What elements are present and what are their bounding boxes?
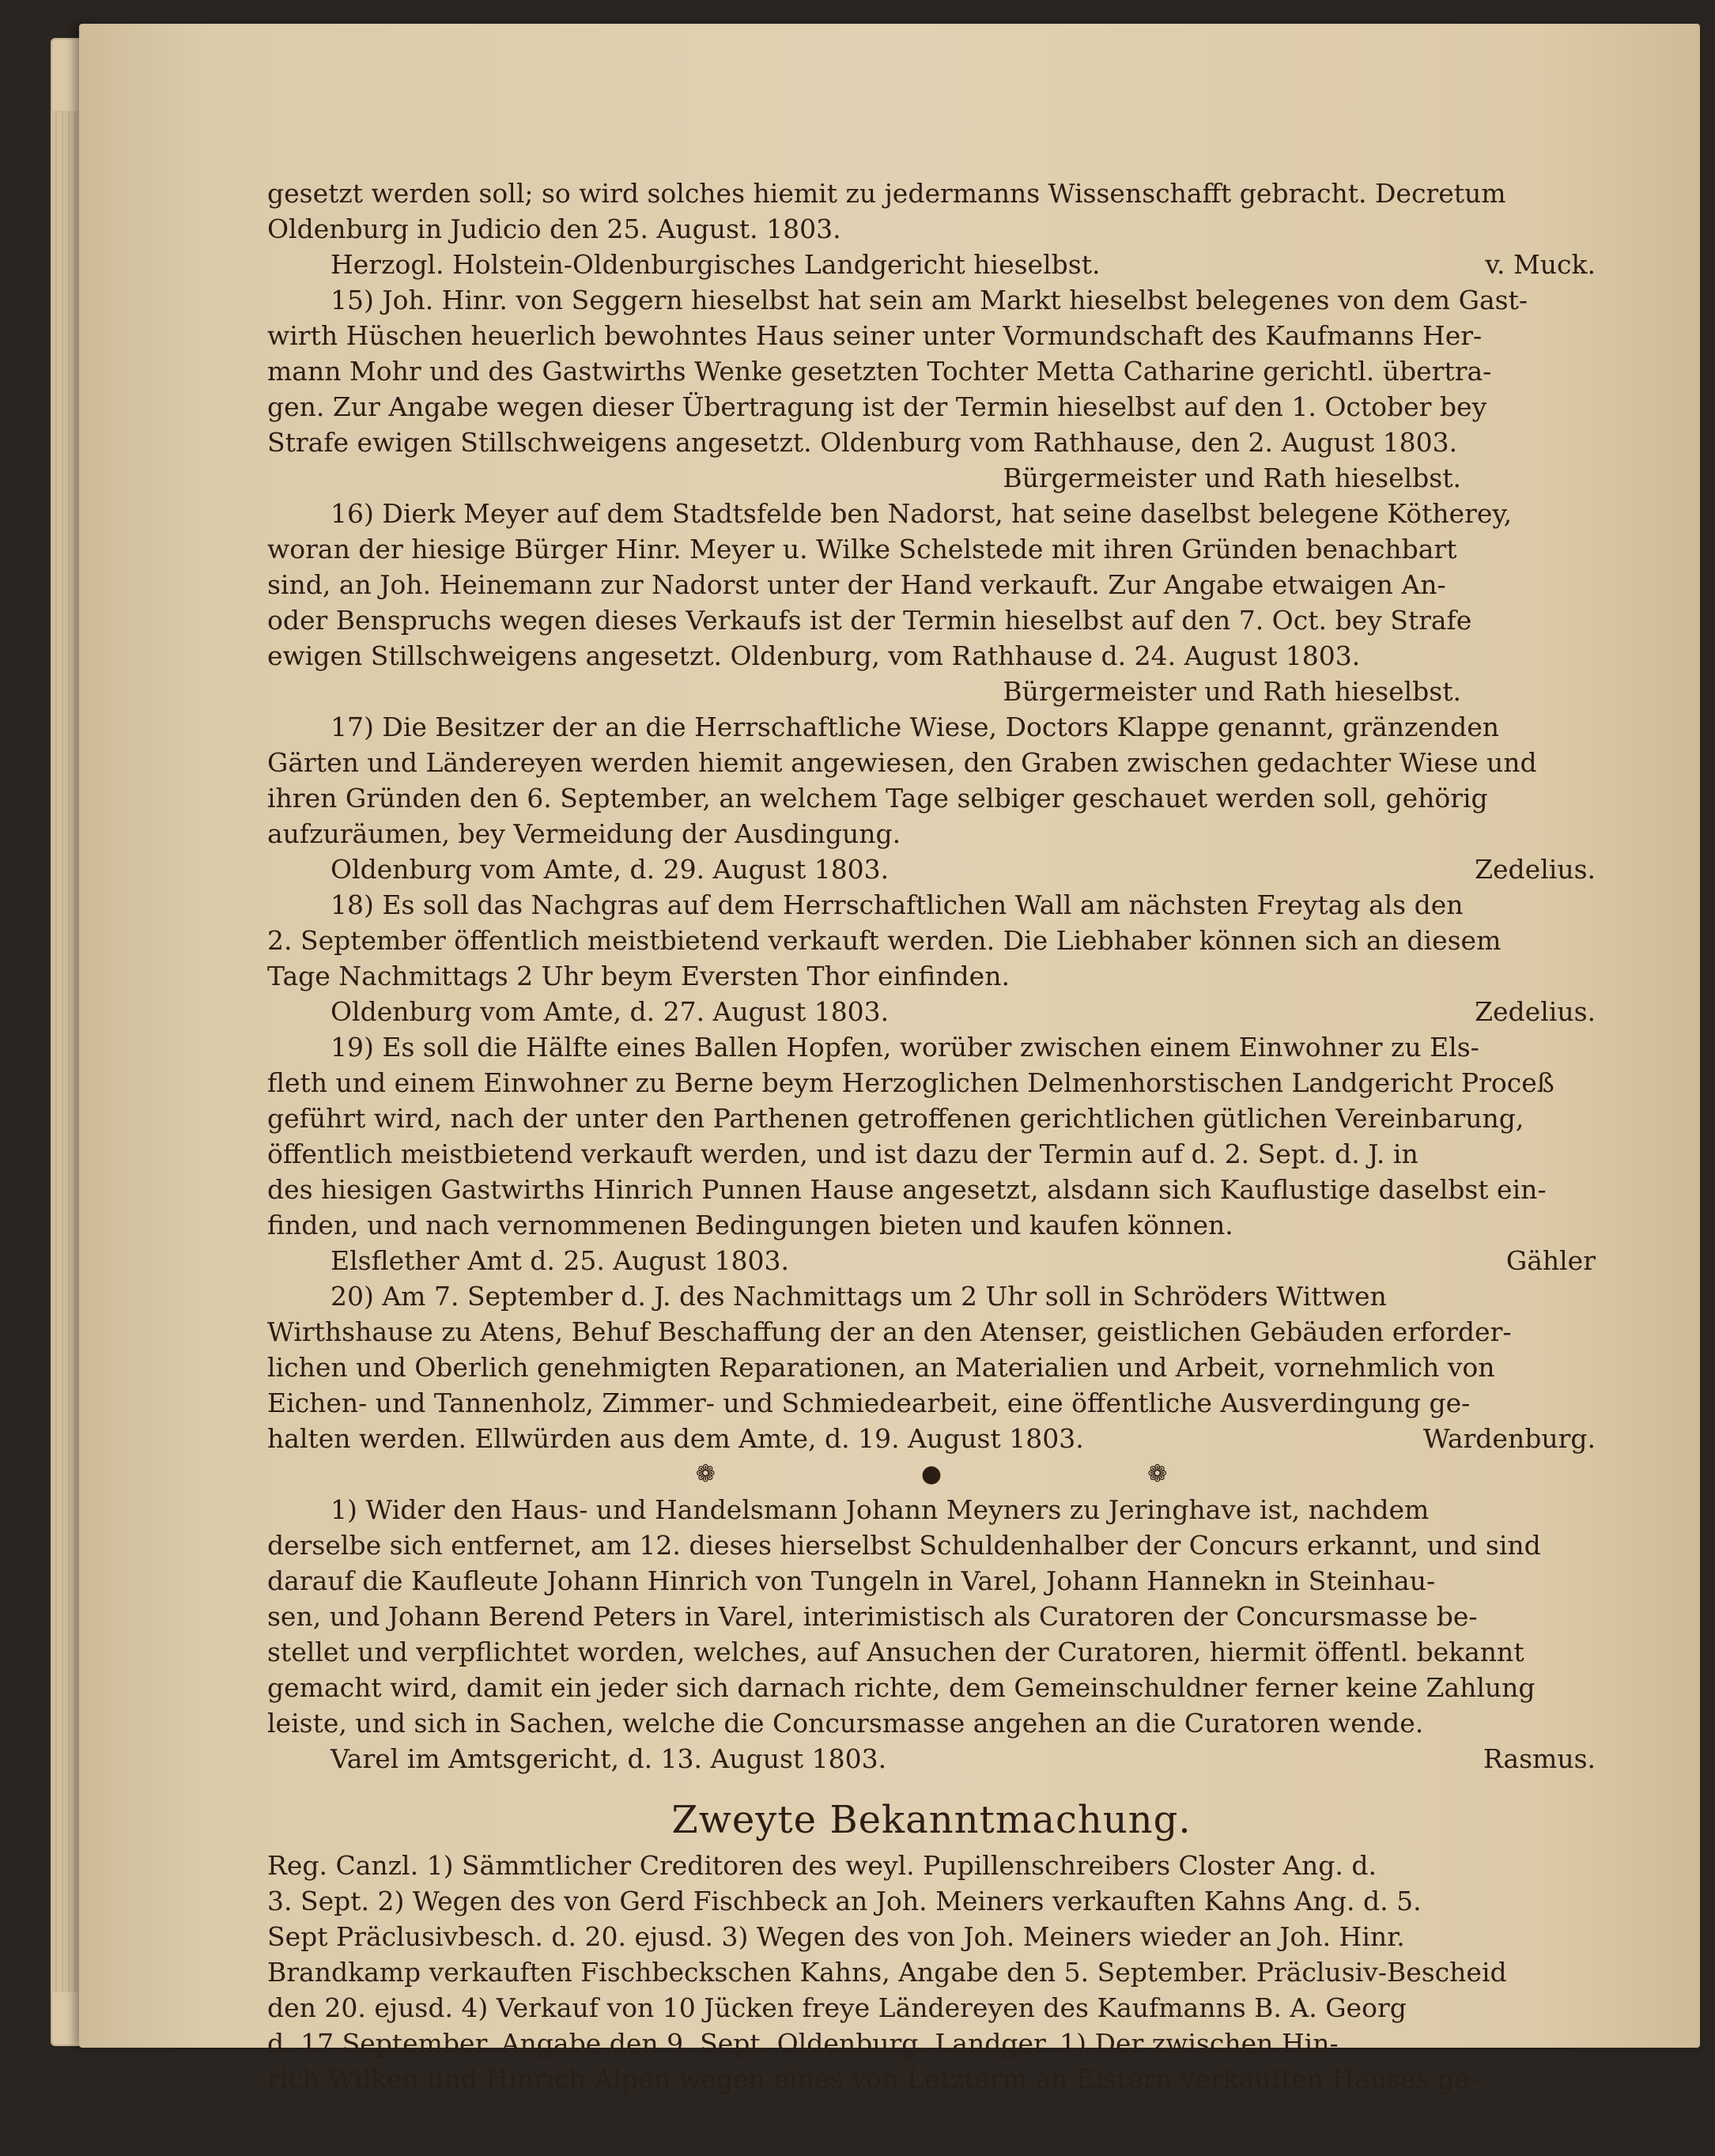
signature-line [267,1741,1596,1777]
fleuron-icon: ❁ [695,1460,716,1488]
notice-20-start: 20) Am 7. September d. J. des Nachmittags um 2 Uhr soll in Schröders Wittwen [331,1281,1387,1312]
signature-line [267,247,1596,282]
text-line: ihren Gründen den 6. September, an welchem Tage selbiger geschauet werden soll, gehörig [267,783,1488,814]
text-line: d. 17 September. Angabe den 9. Sept. Oldenburg. Landger. 1) Der zwischen Hin- [267,2028,1339,2059]
text-line: aufzuräumen, bey Vermeidung der Ausdingung. [267,818,901,849]
signature-name: Gähler [1505,1245,1596,1276]
signature-line: Bürgermeister und Rath hieselbst. [1003,463,1461,493]
signature-line [267,1421,1596,1456]
text-line: gesetzt werden soll; so wird solches hiemit zu jedermanns Wissenschafft gebracht. Decretum [267,178,1506,209]
signature-line: Bürgermeister und Rath hieselbst. [1003,676,1461,707]
notice-16-start: 16) Dierk Meyer auf dem Stadtsfelde ben Nadorst, hat seine daselbst belegene Kötherey, [331,498,1513,529]
text-line: 2. September öffentlich meistbietend verkauft werden. Die Liebhaber können sich an diesem [267,925,1502,956]
signature-name: Rasmus. [1483,1743,1596,1774]
signature-place-date: Oldenburg vom Amte, d. 29. August 1803. [331,854,890,885]
signature-line [267,851,1596,887]
text-line: öffentlich meistbietend verkauft werden, und ist dazu der Termin auf d. 2. Sept. d. J. in [267,1138,1418,1169]
text-line: darauf die Kaufleute Johann Hinrich von Tungeln in Varel, Johann Hannekn in Steinhau- [267,1565,1436,1596]
signature-name: Zedelius. [1475,854,1596,885]
text-line: stellet und verpflichtet worden, welches, auf Ansuchen der Curatoren, hiermit öffentl. bekannt [267,1637,1524,1667]
signature-place-date: Varel im Amtsgericht, d. 13. August 1803. [331,1743,887,1774]
notice-19-start: 19) Es soll die Hälfte eines Ballen Hopfen, worüber zwischen einem Einwohner zu Els- [331,1032,1479,1063]
text-line: Strafe ewigen Stillschweigens angesetzt. Oldenburg vom Rathhause, den 2. August 1803. [267,427,1458,458]
signature-name: Wardenburg. [1422,1423,1596,1454]
text-line: 3. Sept. 2) Wegen des von Gerd Fischbeck an Joh. Meiners verkauften Kahns Ang. d. 5. [267,1886,1422,1916]
text-line: gen. Zur Angabe wegen dieser Übertragung ist der Termin hieselbst auf den 1. October bey [267,391,1487,422]
signature-name: Zedelius. [1475,996,1596,1027]
fleuron-icon: ❁ [1147,1460,1168,1488]
concurs-notice-start: 1) Wider den Haus- und Handelsmann Johann Meyners zu Jeringhave ist, nachdem [331,1494,1430,1525]
text-line: fleth und einem Einwohner zu Berne beym Herzoglichen Delmenhorstischen Landgericht Proceß [267,1067,1554,1098]
text-line: des hiesigen Gastwirths Hinrich Punnen Hause angesetzt, alsdann sich Kauflustige daselbst ein- [267,1174,1547,1205]
notice-18-start: 18) Es soll das Nachgras auf dem Herrschaftlichen Wall am nächsten Freytag als den [331,889,1464,920]
text-line: mann Mohr und des Gastwirths Wenke gesetzten Tochter Metta Catharine gerichtl. übertra- [267,356,1492,387]
text-line: Wirthshause zu Atens, Behuf Beschaffung der an den Atenser, geistlichen Gebäuden erforder- [267,1316,1512,1347]
text-line: Brandkamp verkauften Fischbeckschen Kahns, Angabe den 5. September. Präclusiv-Bescheid [267,1957,1507,1988]
text-line: ewigen Stillschweigens angesetzt. Oldenburg, vom Rathhause d. 24. August 1803. [267,640,1361,671]
signature-issuer: Herzogl. Holstein-Oldenburgisches Landgericht hieselbst. [331,249,1101,280]
text-line: Oldenburg in Judicio den 25. August. 1803. [267,213,841,244]
text-line: gemacht wird, damit ein jeder sich darnach richte, dem Gemeinschuldner ferner keine Zahlung [267,1672,1536,1703]
text-line: finden, und nach vernommenen Bedingungen bieten und kaufen können. [267,1210,1233,1240]
text-line: sind, an Joh. Heinemann zur Nadorst unter der Hand verkauft. Zur Angabe etwaigen An- [267,569,1446,600]
text-line: halten werden. Ellwürden aus dem Amte, d. 19. August 1803. [267,1423,1084,1454]
signature-line [267,994,1596,1029]
text-line: geführt wird, nach der unter den Parthenen getroffenen gerichtlichen gütlichen Vereinbarung, [267,1103,1524,1134]
text-line: Sept Präclusivbesch. d. 20. ejusd. 3) Wegen des von Joh. Meiners wieder an Joh. Hinr. [267,1921,1405,1952]
dot-ornament-icon: ● [920,1460,942,1488]
text-line: Gärten und Ländereyen werden hiemit angewiesen, den Graben zwischen gedachter Wiese und [267,747,1537,778]
notice-17-start: 17) Die Besitzer der an die Herrschaftliche Wiese, Doctors Klappe genannt, gränzenden [331,712,1500,742]
signature-place-date: Oldenburg vom Amte, d. 27. August 1803. [331,996,890,1027]
text-line: derselbe sich entfernet, am 12. dieses hierselbst Schuldenhalber der Concurs erkannt, und sind [267,1530,1541,1561]
text-line: oder Benspruchs wegen dieses Verkaufs ist der Termin hieselbst auf den 7. Oct. bey Strafe [267,605,1472,636]
text-line: Tage Nachmittags 2 Uhr beym Eversten Thor einfinden. [267,961,1010,991]
notice-15-start: 15) Joh. Hinr. von Seggern hieselbst hat sein am Markt hieselbst belegenes von dem Gast- [331,285,1528,315]
text-line: sen, und Johann Berend Peters in Varel, interimistisch als Curatoren der Concursmasse be- [267,1601,1478,1632]
text-line: lichen und Oberlich genehmigten Reparationen, an Materialien und Arbeit, vornehmlich von [267,1352,1495,1383]
text-line: leiste, und sich in Sachen, welche die Concursmasse angehen an die Curatoren wende. [267,1708,1424,1739]
text-line: Eichen- und Tannenholz, Zimmer- und Schmiedearbeit, eine öffentliche Ausverdingung ge- [267,1388,1471,1418]
text-line: rich Wilken und Hinrich Alpen wegen eines von Letzterm an Eistern verkauften Hauses ge- [267,2063,1479,2094]
signature-name: v. Muck. [1485,249,1596,280]
signature-line [267,1243,1596,1278]
section-heading: Zweyte Bekanntmachung. [671,1798,1192,1842]
text-line: den 20. ejusd. 4) Verkauf von 10 Jücken freye Ländereyen des Kaufmanns B. A. Georg [267,1992,1407,2023]
text-line: woran der hiesige Bürger Hinr. Meyer u. Wilke Schelstede mit ihren Gründen benachbart [267,534,1457,564]
text-line: wirth Hüschen heuerlich bewohntes Haus seiner unter Vormundschaft des Kaufmanns Her- [267,320,1483,351]
document-text [267,176,1596,2097]
ornament-divider [267,1456,1596,1492]
signature-place-date: Elsflether Amt d. 25. August 1803. [331,1245,789,1276]
text-line: Reg. Canzl. 1) Sämmtlicher Creditoren des weyl. Pupillenschreibers Closter Ang. d. [267,1850,1377,1881]
